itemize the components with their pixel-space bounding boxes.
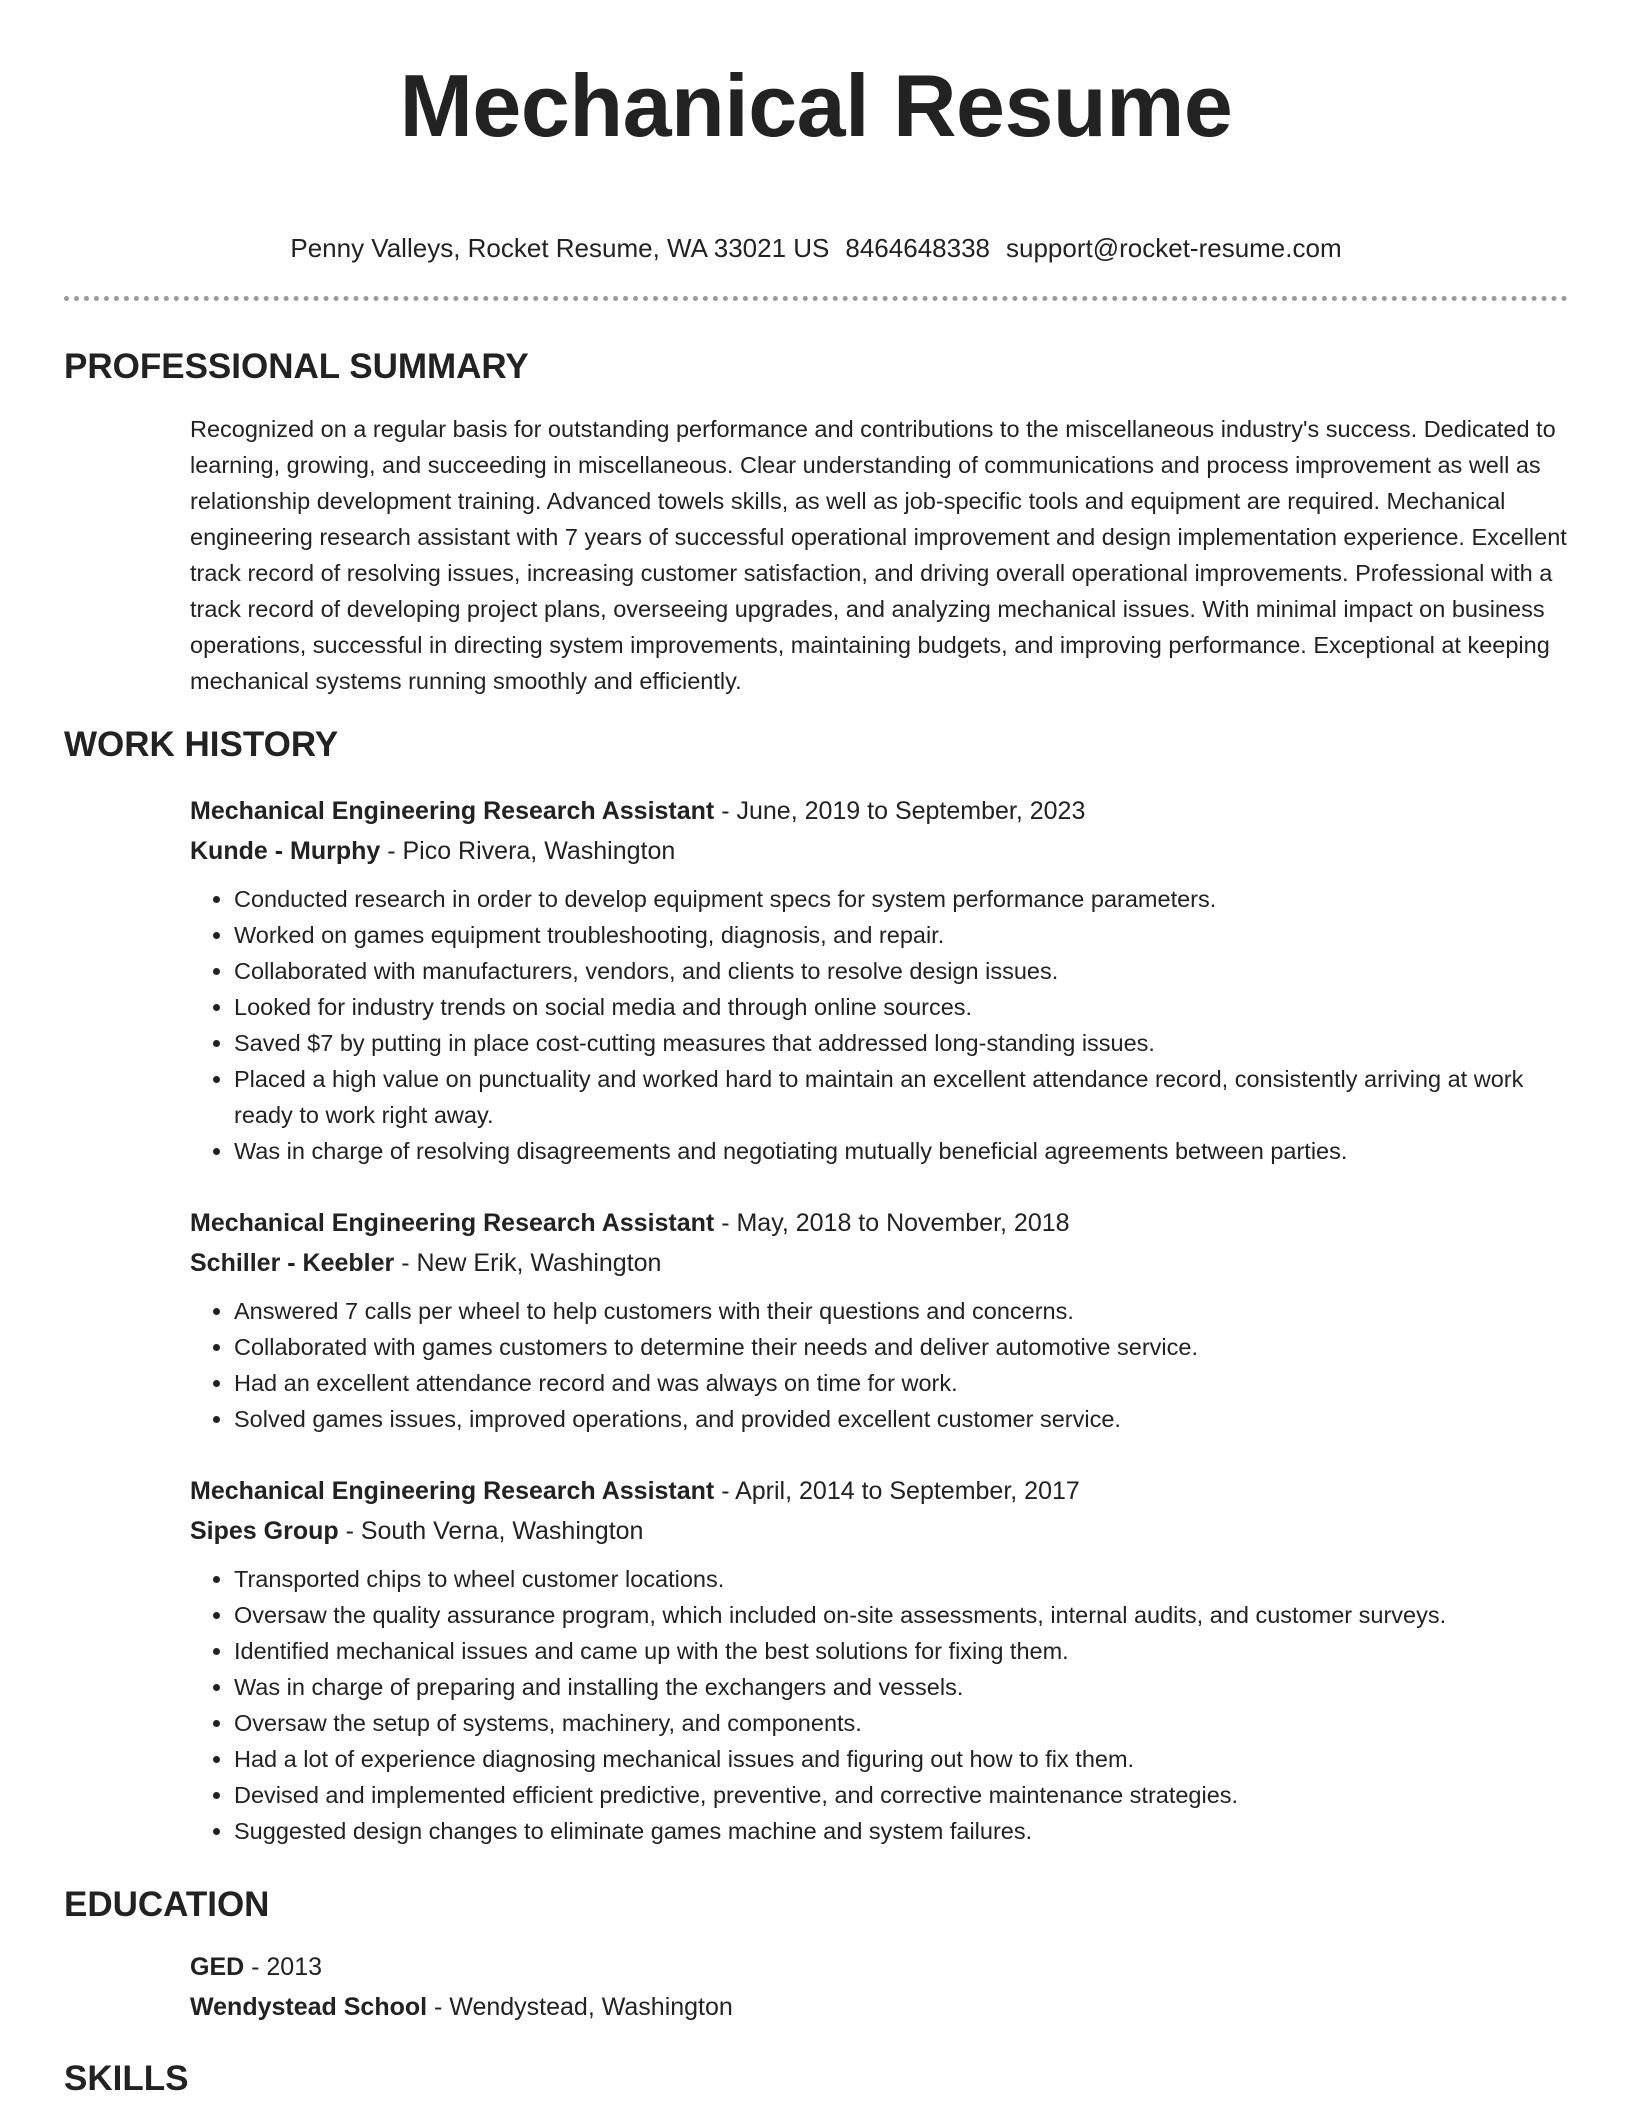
skills-heading: SKILLS	[64, 2059, 189, 2098]
job-entry	[190, 1471, 1568, 1849]
job-bullets	[190, 1293, 1568, 1437]
list-item: • Had a lot of experience diagnosing mechanical issues and figuring out how to fix them.	[234, 1741, 1568, 1777]
job-company: Kunde - Murphy	[190, 837, 381, 865]
list-item: • Identified mechanical issues and came up with the best solutions for fixing them.	[234, 1633, 1568, 1669]
resume-title: Mechanical Resume	[399, 56, 1233, 155]
education-degree: GED	[190, 1953, 245, 1981]
education-school-line	[190, 1987, 1568, 2027]
education-year: - 2013	[244, 1953, 323, 1981]
list-item: • Oversaw the setup of systems, machinery, and components.	[234, 1705, 1568, 1741]
job-title-line	[190, 1471, 1568, 1511]
job-dates: - May, 2018 to November, 2018	[714, 1209, 1070, 1237]
job-company: Sipes Group	[190, 1517, 339, 1545]
job-bullets	[190, 1561, 1568, 1849]
contact-line	[64, 232, 1568, 264]
job-company-line	[190, 1511, 1568, 1551]
contact-address: Penny Valleys, Rocket Resume, WA 33021 US	[290, 233, 830, 263]
list-item: • Conducted research in order to develop equipment specs for system performance parameters.	[234, 881, 1568, 917]
header-divider	[64, 296, 1568, 301]
job-title: Mechanical Engineering Research Assistant	[190, 1477, 715, 1505]
job-title: Mechanical Engineering Research Assistant	[190, 1209, 715, 1237]
contact-phone: 8464648338	[845, 233, 990, 263]
education-location: - Wendystead, Washington	[427, 1993, 733, 2021]
list-item: • Was in charge of resolving disagreements and negotiating mutually beneficial agreements between parties.	[234, 1133, 1568, 1169]
job-location: - New Erik, Washington	[394, 1249, 662, 1277]
list-item: • Suggested design changes to eliminate games machine and system failures.	[234, 1813, 1568, 1849]
list-item: • Had an excellent attendance record and was always on time for work.	[234, 1365, 1568, 1401]
resume-page	[64, 0, 1568, 2101]
list-item: • Answered 7 calls per wheel to help customers with their questions and concerns.	[234, 1293, 1568, 1329]
list-item: • Worked on games equipment troubleshooting, diagnosis, and repair.	[234, 917, 1568, 953]
job-company: Schiller - Keebler	[190, 1249, 395, 1277]
list-item: • Saved $7 by putting in place cost-cutting measures that addressed long-standing issues.	[234, 1025, 1568, 1061]
job-title-line	[190, 791, 1568, 831]
list-item: • Transported chips to wheel customer locations.	[234, 1561, 1568, 1597]
education-degree-line	[190, 1947, 1568, 1987]
contact-email: support@rocket-resume.com	[1006, 233, 1342, 263]
job-entry	[190, 1203, 1568, 1437]
job-company-line	[190, 831, 1568, 871]
list-item: • Placed a high value on punctuality and worked hard to maintain an excellent attendance record, consistently arriving at work ready to work right away.	[234, 1061, 1568, 1133]
job-dates: - April, 2014 to September, 2017	[714, 1477, 1080, 1505]
list-item: • Was in charge of preparing and installing the exchangers and vessels.	[234, 1669, 1568, 1705]
work-history-heading: WORK HISTORY	[64, 725, 339, 764]
list-item: • Collaborated with manufacturers, vendors, and clients to resolve design issues.	[234, 953, 1568, 989]
job-title-line	[190, 1203, 1568, 1243]
education-school: Wendystead School	[190, 1993, 428, 2021]
summary-text: Recognized on a regular basis for outstanding performance and contributions to the miscellaneous industry's success. Dedicated to learning, growing, and succeeding in miscellaneous. Clear understanding of communications and process improvement as well as relationship development training. Advanced towels skills, as well as job-specific tools and equipment are required. Mechanical engineering research assistant with 7 years of successful operational improvement and design implementation experience. Excellent track record of resolving issues, increasing customer satisfaction, and driving overall operational improvements. Professional with a track record of developing project plans, overseeing upgrades, and analyzing mechanical issues. With minimal impact on business operations, successful in directing system improvements, maintaining budgets, and improving performance. Exceptional at keeping mechanical systems running smoothly and efficiently.	[190, 416, 1567, 694]
job-dates: - June, 2019 to September, 2023	[714, 797, 1086, 825]
list-item: • Looked for industry trends on social media and through online sources.	[234, 989, 1568, 1025]
job-title: Mechanical Engineering Research Assistant	[190, 797, 715, 825]
list-item: • Oversaw the quality assurance program, which included on-site assessments, internal audits, and customer surveys.	[234, 1597, 1568, 1633]
list-item: • Solved games issues, improved operations, and provided excellent customer service.	[234, 1401, 1568, 1437]
summary-heading: PROFESSIONAL SUMMARY	[64, 347, 529, 386]
education-entry	[190, 1947, 1568, 2027]
job-bullets	[190, 881, 1568, 1169]
job-company-line	[190, 1243, 1568, 1283]
job-location: - Pico Rivera, Washington	[380, 837, 676, 865]
job-entry	[190, 791, 1568, 1169]
job-location: - South Verna, Washington	[338, 1517, 644, 1545]
list-item: • Devised and implemented efficient predictive, preventive, and corrective maintenance strategies.	[234, 1777, 1568, 1813]
education-heading: EDUCATION	[64, 1885, 270, 1924]
list-item: • Collaborated with games customers to determine their needs and deliver automotive service.	[234, 1329, 1568, 1365]
